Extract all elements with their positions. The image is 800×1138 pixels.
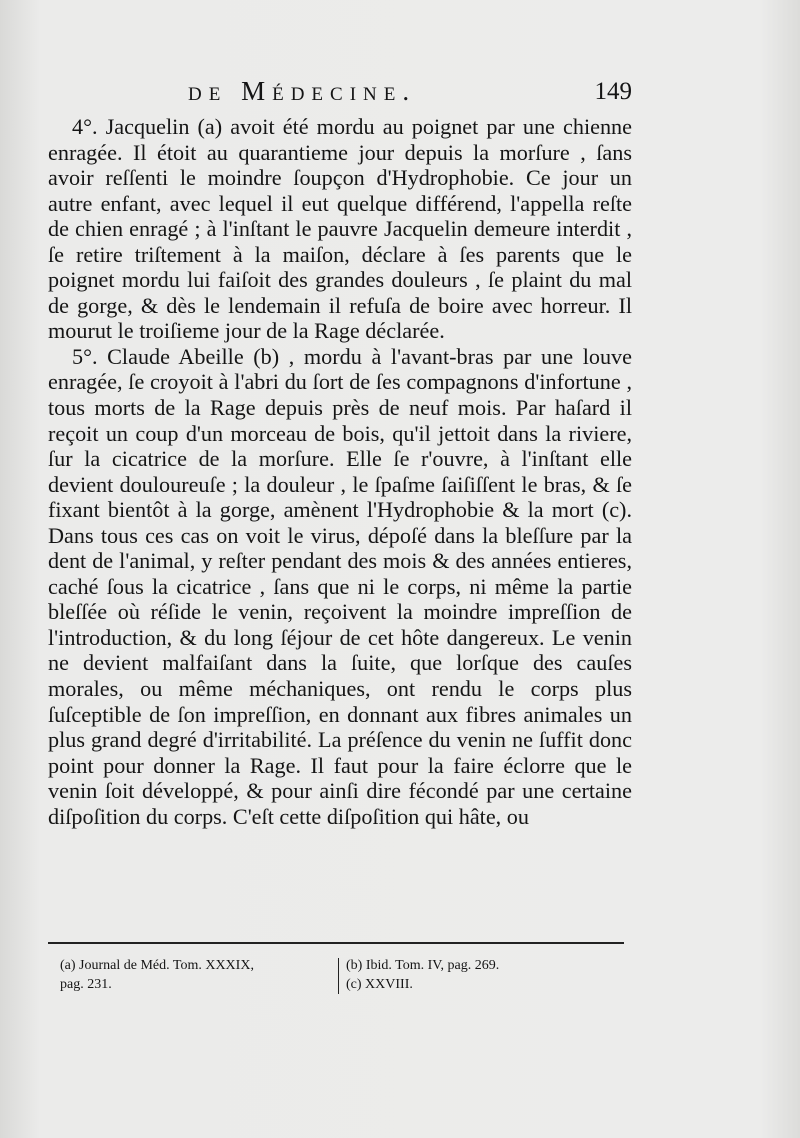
body-text <box>48 114 632 829</box>
footnote-column-left <box>60 956 334 994</box>
paragraph-case-5: 5°. Claude Abeille (b) , mordu à l'avant-bras par une louve enragée, ſe croyoit à l'abri du ſort de ſes compagnons d'infortune , tous morts de la Rage depuis près de neuf mois. Par haſard il reçoit un coup d'un morceau de bois, qu'il jettoit dans la riviere, ſur la cicatrice de la morſure. Elle ſe r'ouvre, à l'inſtant elle devient douloureuſe ; la douleur , le ſpaſme ſaiſiſſent le bras, & ſe fixant bientôt à la gorge, amènent l'Hydrophobie & la mort (c). Dans tous ces cas on voit le virus, dépoſé dans la bleſſure par la dent de l'animal, y reſter pendant des mois & des années entieres, caché ſous la cicatrice , ſans que ni le corps, ni même la partie bleſſée où réſide le venin, reçoivent la moindre impreſſion de l'introduction, & du long ſéjour de cet hôte dangereux. Le venin ne devient malfaiſant dans la ſuite, que lorſque des cauſes morales, ou même méchaniques, ont rendu le corps plus ſuſceptible de ſon impreſſion, en donnant aux fibres animales un plus grand degré d'irritabilité. La préſence du venin ne ſuffit donc point pour donner la Rage. Il faut pour la faire éclorre que le venin ſoit développé, & pour ainſi dire fécondé par une certaine diſpoſition du corps. C'eſt cette diſpoſition qui hâte, ou <box>48 343 632 829</box>
footnote-b: (b) Ibid. Tom. IV, pag. 269. <box>346 958 500 973</box>
footnote-a-continued: pag. 231. <box>60 977 112 992</box>
footnote-c: (c) XXVIII. <box>346 977 413 992</box>
footnote-divider <box>338 958 339 994</box>
paragraph-case-4: 4°. Jacquelin (a) avoit été mordu au poignet par une chienne enragée. Il étoit au quarantieme jour depuis la morſure , ſans avoir reſſenti le moindre ſoupçon d'Hydrophobie. Ce jour un autre enfant, avec lequel il eut quelque différend, l'appella reſte de chien enragé ; à l'inſtant le pauvre Jacquelin demeure interdit , ſe retire triſtement à la maiſon, déclare à ſes parents que le poignet mordu lui faiſoit des grandes douleurs , ſe plaint du mal de gorge, & dès le lendemain il refuſa de boire avec horreur. Il mourut le troiſieme jour de la Rage déclarée. <box>48 114 632 344</box>
footnote-column-right <box>346 956 616 994</box>
page-number: 149 <box>594 78 632 105</box>
page-header <box>48 76 632 116</box>
footnote-rule <box>48 942 624 944</box>
running-title: de Médecine. <box>188 76 417 106</box>
footnote-a: (a) Journal de Méd. Tom. XXXIX, <box>60 958 254 973</box>
